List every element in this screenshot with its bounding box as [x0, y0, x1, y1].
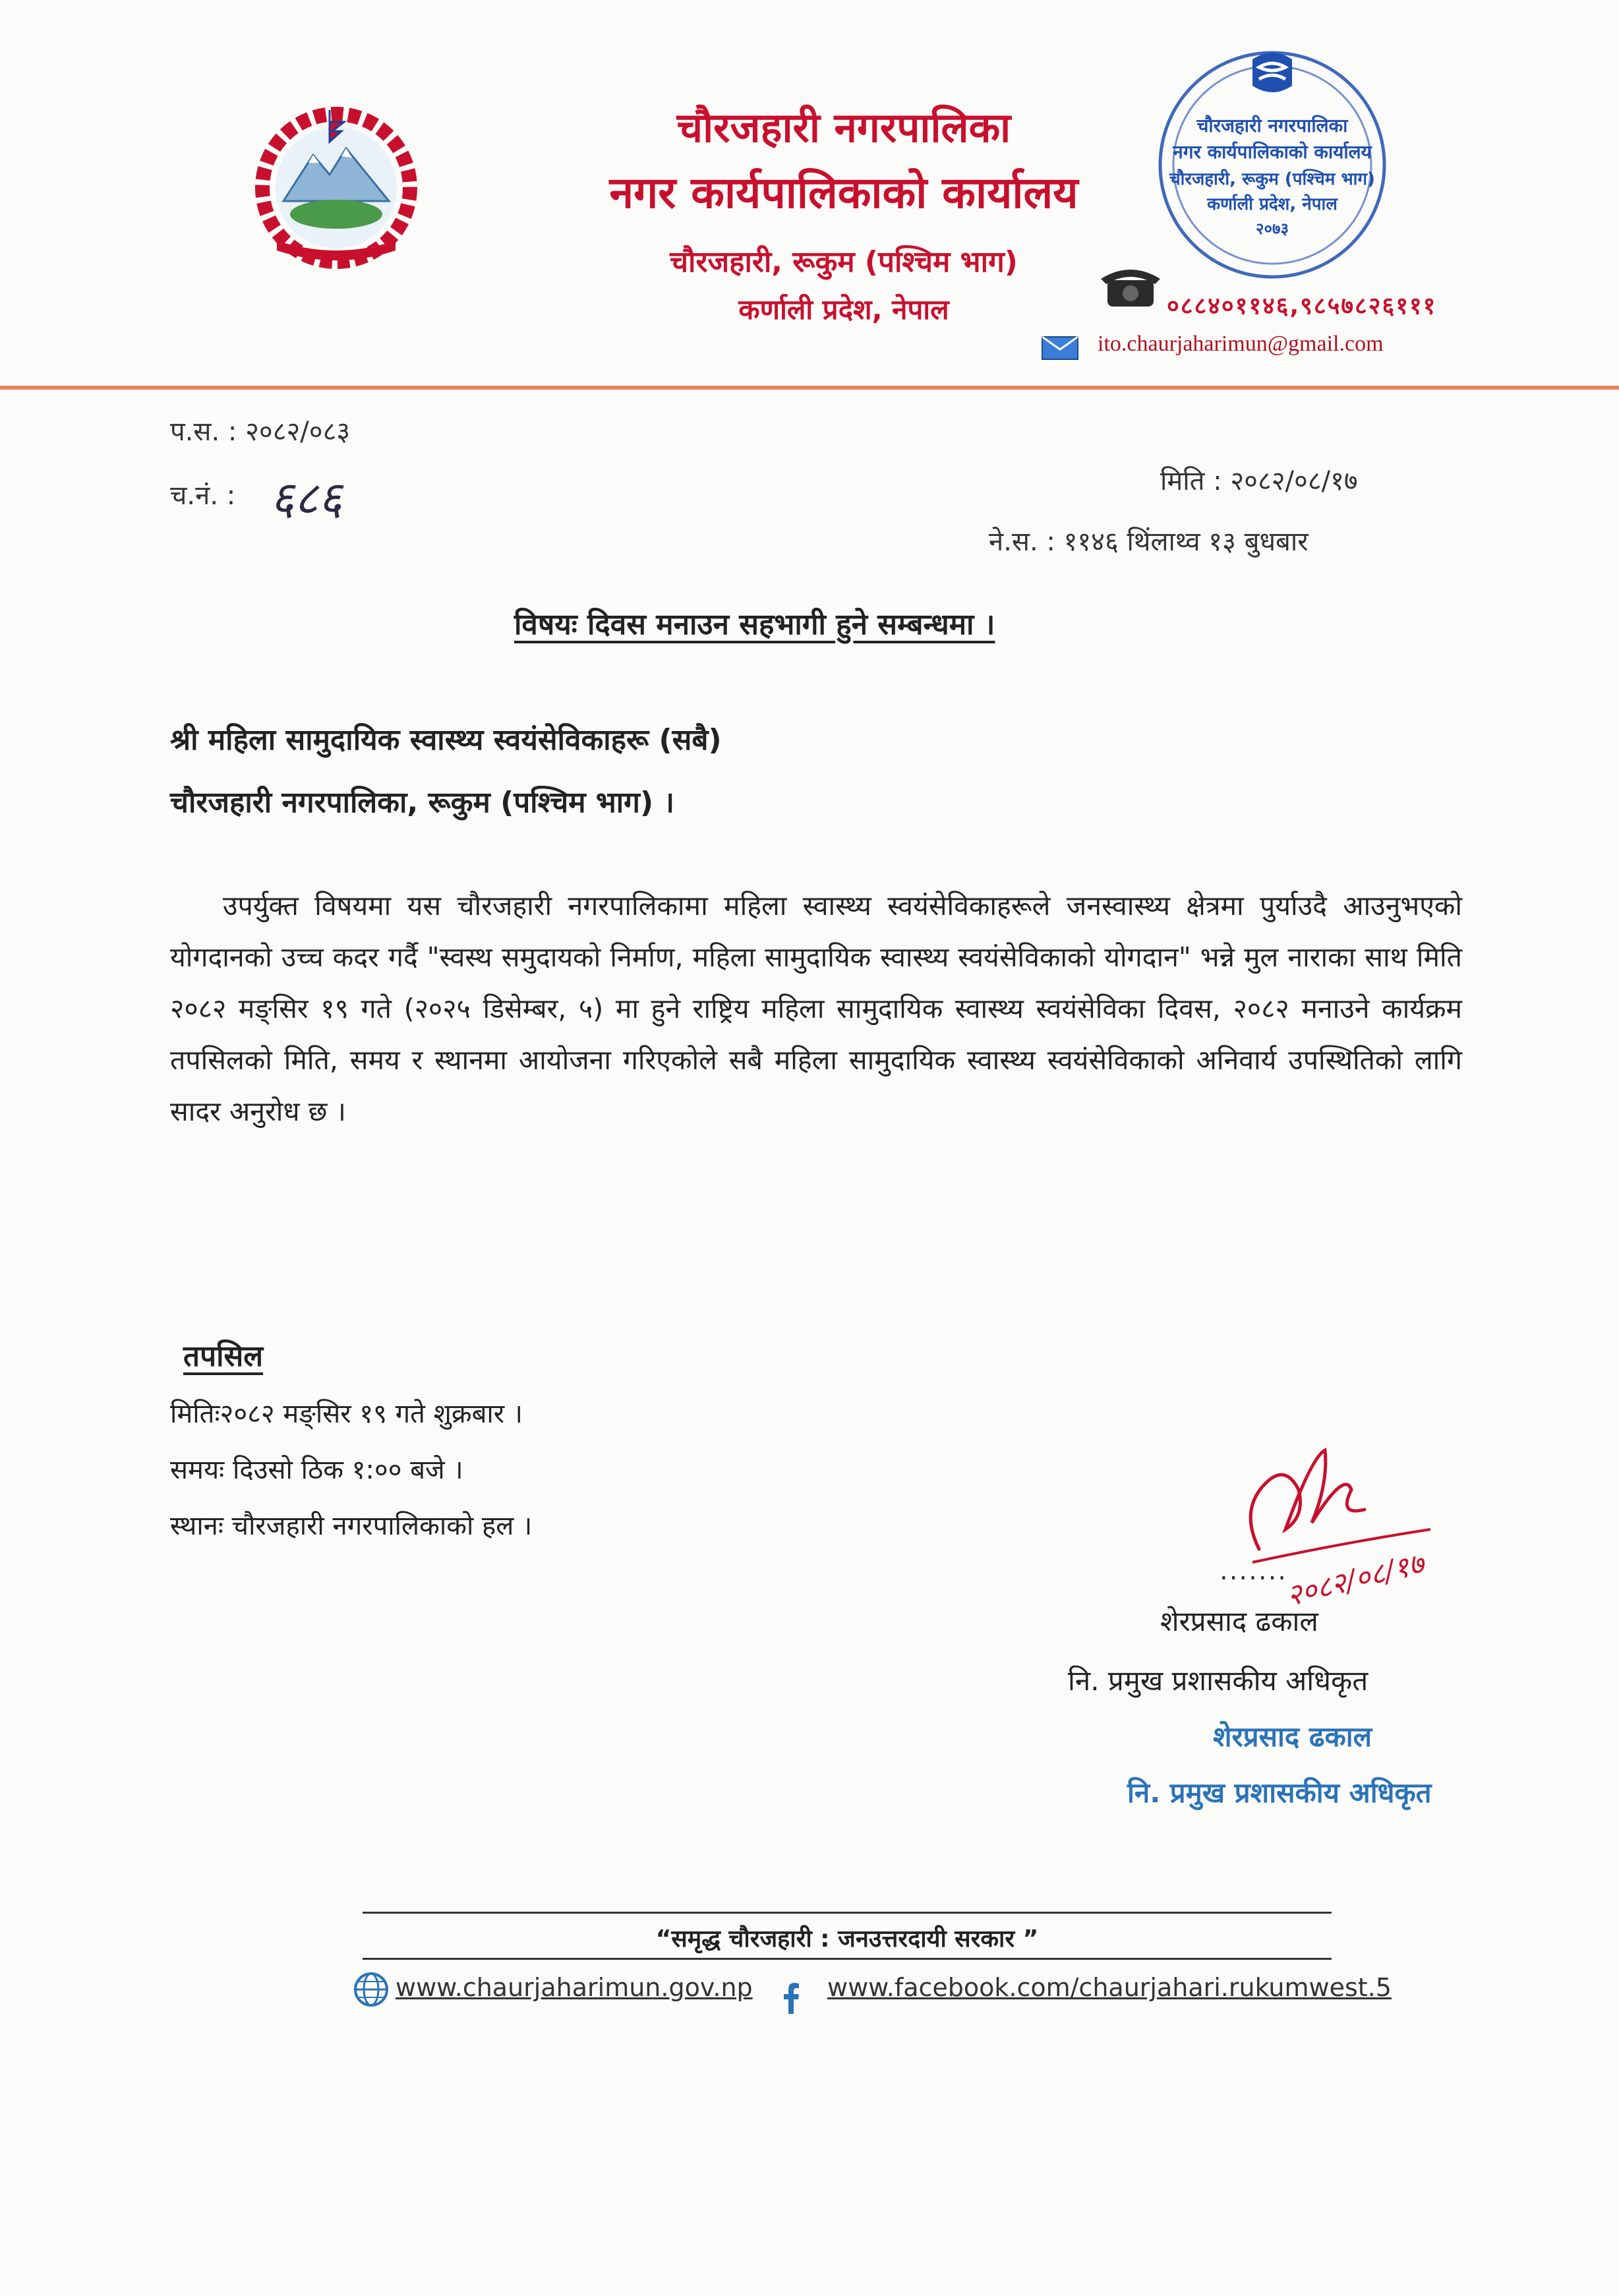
- letter-subject: विषयः दिवस मनाउन सहभागी हुने सम्बन्धमा ।: [514, 608, 995, 641]
- signatory-title: नि. प्रमुख प्रशासकीय अधिकृत: [1068, 1664, 1369, 1697]
- letter-cn-label: च.नं. :: [170, 481, 236, 511]
- nepal-sambat-date: ने.स. : ११४६ थिंलाथ्व १३ बुधबार: [989, 527, 1309, 557]
- footer-motto: “समृद्ध चौरजहारी : जनउत्तरदायी सरकार ”: [655, 1926, 1039, 1953]
- municipality-name: चौरजहारी नगरपालिका: [676, 103, 1011, 152]
- office-seal-icon: [1127, 33, 1417, 290]
- footer-divider-top: [363, 1912, 1332, 1914]
- seal-text-4: कर्णाली प्रदेश, नेपाल: [1207, 194, 1338, 214]
- signature-dots: .......: [1220, 1556, 1288, 1586]
- website-link[interactable]: www.chaurjaharimun.gov.np: [396, 1973, 753, 2002]
- seal-text-5: २०७३: [1256, 220, 1289, 238]
- handwritten-signature: [1213, 1430, 1477, 1615]
- office-name: नगर कार्यपालिकाको कार्यालय: [609, 167, 1078, 218]
- stamp-title: नि. प्रमुख प्रशासकीय अधिकृत: [1127, 1777, 1432, 1809]
- nepal-emblem-icon: [237, 102, 435, 274]
- letter-date: मिति : २०८२/०८/१७: [1160, 466, 1358, 496]
- office-location: चौरजहारी, रूकुम (पश्चिम भाग): [670, 245, 1018, 279]
- email-address[interactable]: ito.chaurjaharimun@gmail.com: [1098, 332, 1384, 356]
- addressee-line-1: श्री महिला सामुदायिक स्वास्थ्य स्वयंसेविकाहरू (सबै): [170, 723, 722, 757]
- office-province: कर्णाली प्रदेश, नेपाल: [738, 293, 949, 326]
- facebook-icon: [778, 1981, 804, 2014]
- telephone-icon: [1094, 260, 1167, 313]
- stamp-name: शेरप्रसाद ढकाल: [1213, 1721, 1372, 1753]
- globe-icon: [353, 1971, 390, 2008]
- email-icon: [1042, 336, 1078, 360]
- signature-date: २०८२/०८/१७: [1283, 1546, 1428, 1614]
- header-divider: [0, 386, 1619, 390]
- seal-text-2: नगर कार्यपालिकाको कार्यालय: [1173, 141, 1372, 163]
- tapasil-date: मितिः२०८२ मङ्सिर १९ गते शुक्रबार ।: [170, 1399, 523, 1429]
- tapasil-place: स्थानः चौरजहारी नगरपालिकाको हल ।: [170, 1511, 533, 1541]
- signatory-name: शेरप्रसाद ढकाल: [1160, 1605, 1318, 1637]
- letter-cn-handwritten: ६८६: [270, 471, 343, 525]
- addressee-line-2: चौरजहारी नगरपालिका, रूकुम (पश्चिम भाग) ।: [170, 786, 675, 819]
- seal-text-1: चौरजहारी नगरपालिका: [1196, 115, 1348, 136]
- letter-ps-number: प.स. : २०८२/०८३: [170, 417, 351, 447]
- letter-body: उपर्युक्त विषयमा यस चौरजहारी नगरपालिकामा महिला स्वास्थ्य स्वयंसेविकाहरूले जनस्वास्थ्य क्षेत्रमा पुर्याउदै आउनुभएको योगदानको उच्च कदर गर्दै "स्वस्थ समुदायको निर्माण, महिला सामुदायिक स्वास्थ्य स्वयंसेविकाको योगदान" भन्ने मुल नाराका साथ मिति २०८२ मङ्सिर १९ गते (२०२५ डिसेम्बर, ५) मा हुने राष्ट्रिय महिला सामुदायिक स्वास्थ्य स्वयंसेविका दिवस, २०८२ मनाउने कार्यक्रम तपसिलको मिति, समय र स्थानमा आयोजना गरिएकोले सबै महिला सामुदायिक स्वास्थ्य स्वयंसेविकाको अनिवार्य उपस्थितिको लागि सादर अनुरोध छ ।: [170, 890, 1462, 1127]
- tapasil-time: समयः दिउसो ठिक १:०० बजे ।: [170, 1455, 463, 1485]
- tapasil-heading: तपसिल: [183, 1339, 264, 1373]
- phone-number: ०८८४०११४६,९८५७८२६१११: [1167, 293, 1437, 320]
- facebook-link[interactable]: www.facebook.com/chaurjahari.rukumwest.5: [827, 1973, 1392, 2002]
- footer-divider-bottom: [363, 1958, 1332, 1960]
- seal-text-3: चौरजहारी, रूकुम (पश्चिम भाग): [1169, 169, 1375, 189]
